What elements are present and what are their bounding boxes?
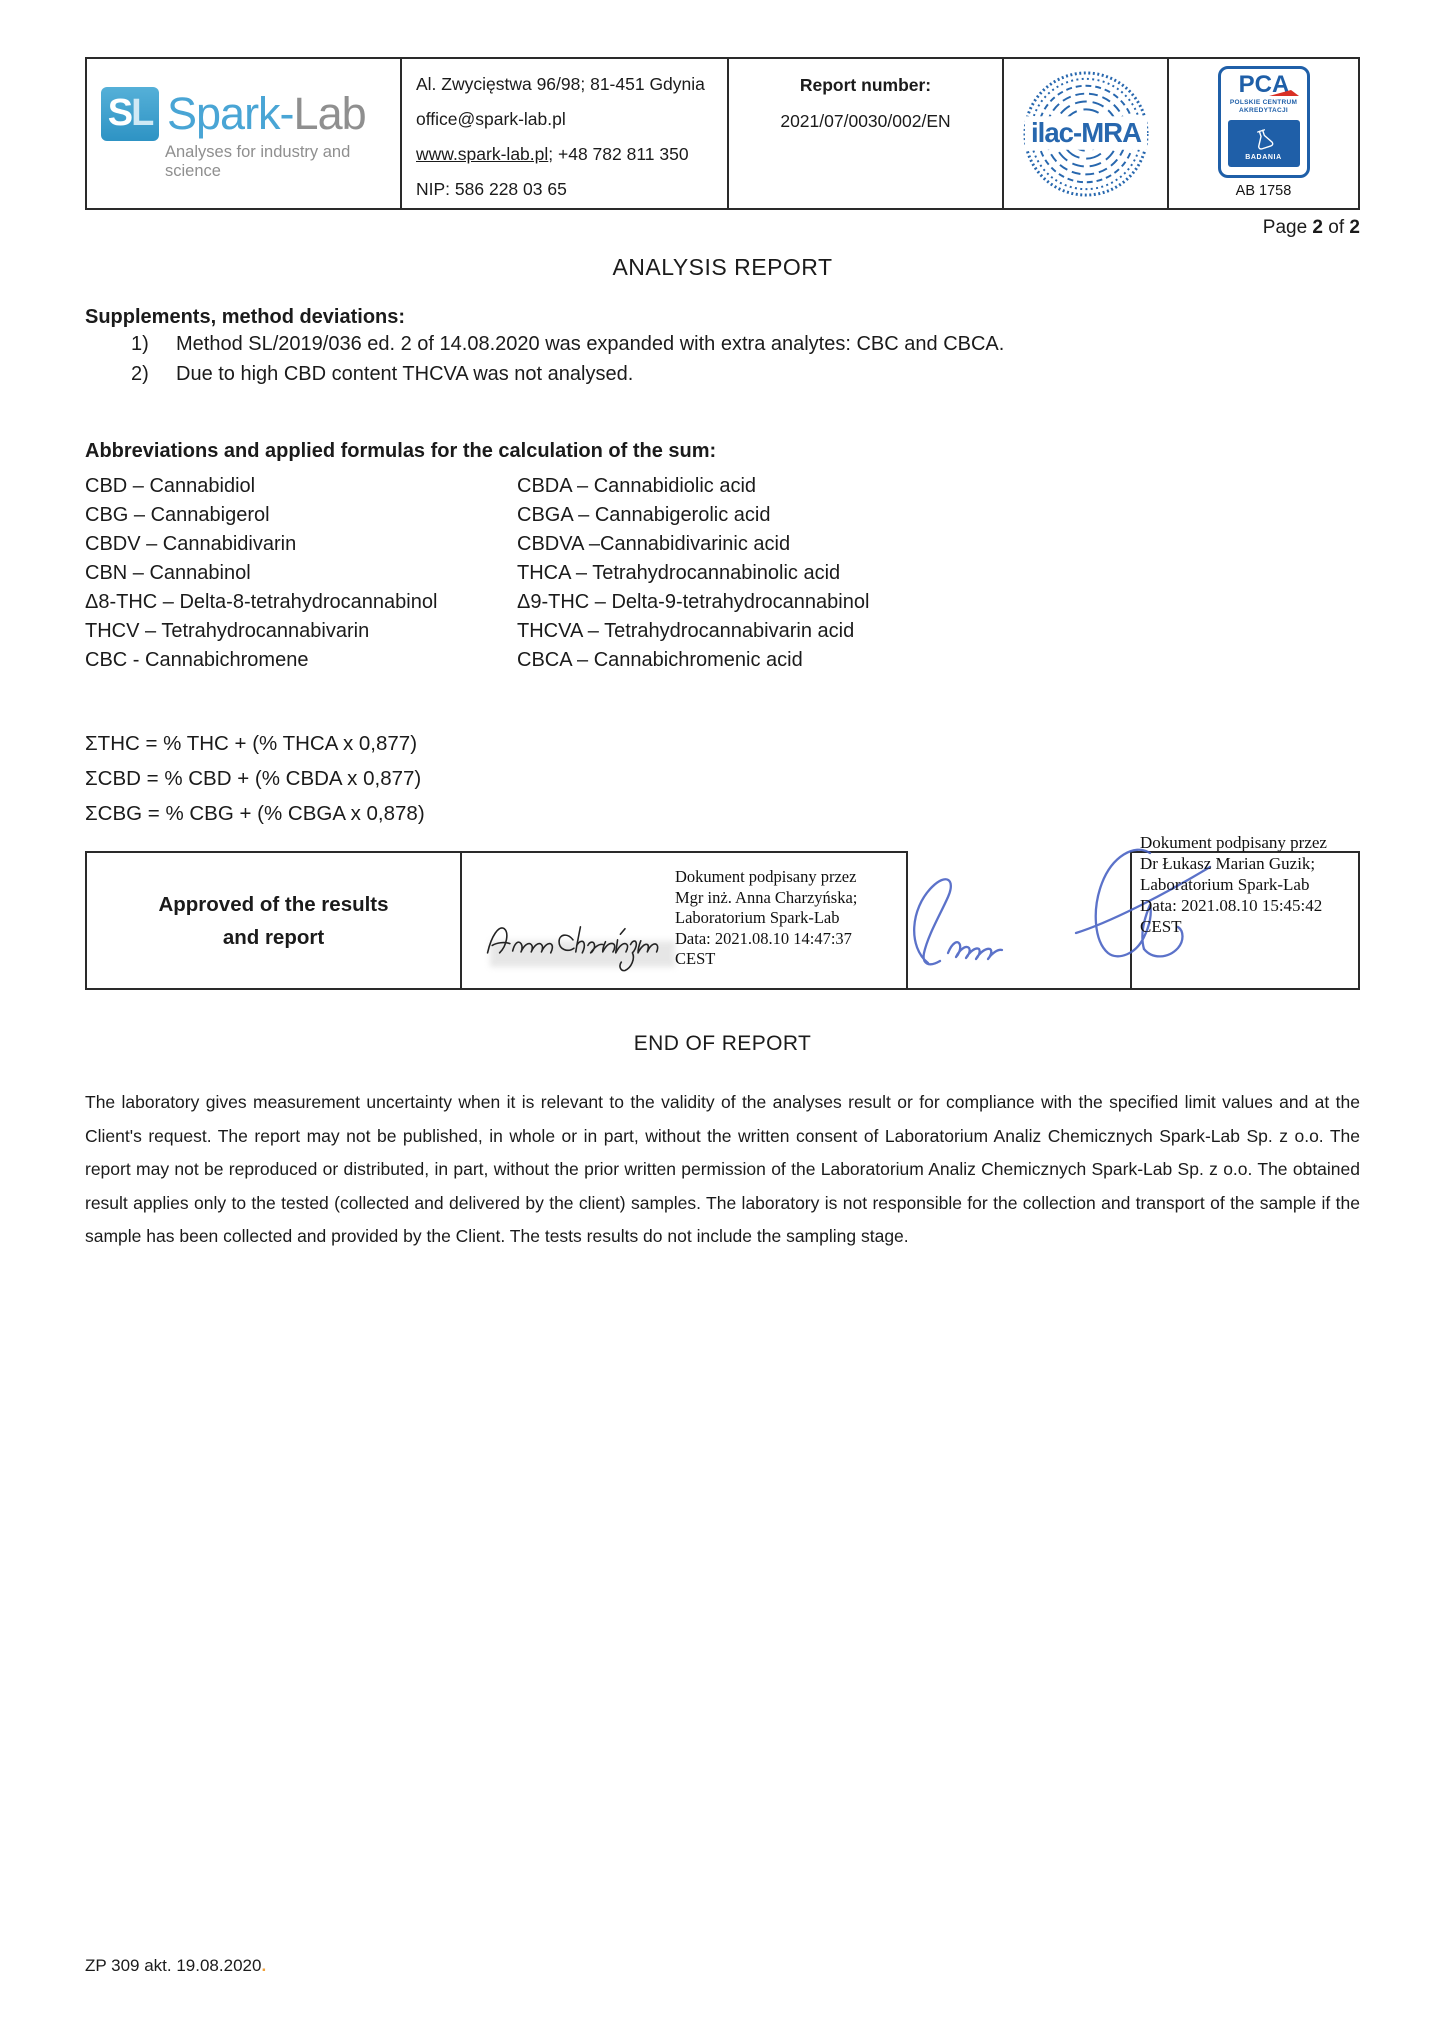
approval-stamp-cell-guzik bbox=[1130, 833, 1360, 990]
abbreviations-section bbox=[85, 440, 1360, 675]
pca-badania-text: BADANIA bbox=[1245, 153, 1282, 161]
company-logo bbox=[87, 59, 400, 208]
page-indicator: Page 2 of 2 bbox=[1262, 217, 1360, 238]
report-number-label: Report number: bbox=[799, 75, 932, 95]
abbreviation-item: THCA – Tetrahydrocannabinolic acid bbox=[517, 562, 841, 584]
ilac-mra-text: ilac-MRA bbox=[1030, 116, 1141, 148]
supplements-heading: Supplements, method deviations: bbox=[85, 306, 406, 328]
approval-signature-cell-anna bbox=[462, 851, 908, 990]
abbreviation-item: THCVA – Tetrahydrocannabivarin acid bbox=[517, 620, 855, 642]
abbreviation-item: CBC - Cannabichromene bbox=[85, 649, 309, 671]
document-footer bbox=[85, 1956, 1360, 1976]
abbreviations-right-column bbox=[517, 472, 1360, 675]
abbreviation-item: CBCA – Cannabichromenic acid bbox=[517, 649, 803, 671]
report-number-cell bbox=[727, 59, 1002, 208]
company-tagline: Analyses for industry and science bbox=[165, 142, 351, 180]
formula-cbd: ΣCBD = % CBD + (% CBDA x 0,877) bbox=[85, 767, 422, 790]
abbreviation-item: CBG – Cannabigerol bbox=[85, 504, 270, 526]
report-number-value: 2021/07/0030/002/EN bbox=[780, 111, 951, 131]
footer-reference: ZP 309 akt. 19.08.2020 bbox=[85, 1956, 262, 1975]
approval-label-cell: Approved of the results and report bbox=[85, 851, 462, 990]
page-title: ANALYSIS REPORT bbox=[612, 254, 833, 280]
supplement-item: 2) Due to high CBD content THCVA was not analysed. bbox=[131, 363, 634, 385]
formula-thc: ΣTHC = % THC + (% THCA x 0,877) bbox=[85, 732, 418, 755]
phone-text: ; +48 782 811 350 bbox=[548, 144, 689, 164]
pca-wordmark-icon bbox=[1225, 71, 1303, 99]
accreditation-cell bbox=[1002, 59, 1358, 208]
sum-formulas bbox=[85, 726, 1360, 831]
guzik-digital-stamp: Dokument podpisany przez Dr Łukasz Marian Guzik; Laboratorium Spark-Lab Data: 2021.08.10 15:45:42 CEST bbox=[1140, 833, 1327, 936]
flask-icon bbox=[1251, 127, 1277, 153]
anna-digital-stamp: Dokument podpisany przez Mgr inż. Anna Charzyńska; Laboratorium Spark-Lab Data: 2021.08.10 14:47:37 CEST bbox=[675, 867, 858, 968]
abbreviation-item: Δ8-THC – Delta-8-tetrahydrocannabinol bbox=[85, 591, 438, 613]
legal-disclaimer: The laboratory gives measurement uncertainty when it is relevant to the validity of the analyses result or for compliance with the specified limit values and at the Client's request. The report may not be published, in whole or in part, without the written consent of Laboratorium Analiz Chemicznych Spark-Lab Sp. z o.o. The report may not be reproduced or distributed, in part, without the prior written permission of the Laboratorium Analiz Chemicznych Spark-Lab Sp. z o.o. The obtained result applies only to the tested (collected and delivered by the client) samples. The laboratory is not responsible for the collection and transport of the sample if the sample has been collected and provided by the Client. The tests results do not include the sampling stage. bbox=[85, 1092, 1360, 1246]
page-current: 2 bbox=[1312, 217, 1323, 238]
ilac-mra-logo bbox=[1004, 59, 1167, 208]
anna-signature bbox=[482, 897, 677, 979]
pca-subtitle-1: POLSKIE CENTRUM bbox=[1229, 99, 1298, 106]
pca-accreditation-number: AB 1758 bbox=[1235, 183, 1292, 199]
company-name: Spark-Lab bbox=[167, 87, 366, 139]
abbreviations-heading: Abbreviations and applied formulas for the calculation of the sum: bbox=[85, 440, 717, 462]
email-line: office@spark-lab.pl bbox=[416, 109, 566, 129]
formula-cbg: ΣCBG = % CBG + (% CBGA x 0,878) bbox=[85, 802, 425, 825]
page-total: 2 bbox=[1349, 217, 1360, 238]
approval-signature-cell-guzik bbox=[908, 851, 1130, 990]
approval-table bbox=[85, 833, 1360, 990]
website-link[interactable]: www.spark-lab.pl bbox=[416, 144, 549, 164]
abbreviation-item: Δ9-THC – Delta-9-tetrahydrocannabinol bbox=[517, 591, 870, 613]
abbreviation-item: CBDA – Cannabidiolic acid bbox=[517, 475, 757, 497]
address-line: Al. Zwycięstwa 96/98; 81-451 Gdynia bbox=[416, 74, 705, 94]
pca-logo bbox=[1167, 59, 1358, 208]
supplement-item: 1) Method SL/2019/036 ed. 2 of 14.08.2020 was expanded with extra analytes: CBC and CBCA. bbox=[131, 333, 1005, 355]
abbreviations-left-column bbox=[85, 472, 517, 675]
footer-dot: . bbox=[261, 1956, 267, 1975]
abbreviation-item: THCV – Tetrahydrocannabivarin bbox=[85, 620, 370, 642]
nip-line: NIP: 586 228 03 65 bbox=[416, 179, 567, 199]
pca-subtitle-2: AKREDYTACJI bbox=[1238, 107, 1289, 114]
end-of-report: END OF REPORT bbox=[633, 1032, 812, 1055]
abbreviation-item: CBGA – Cannabigerolic acid bbox=[517, 504, 771, 526]
pca-text: PCA bbox=[1238, 71, 1289, 98]
pca-badania-box bbox=[1228, 120, 1300, 167]
ilac-mra-seal-icon bbox=[1022, 70, 1150, 198]
supplements-section bbox=[85, 306, 1360, 389]
company-contact bbox=[400, 59, 727, 208]
pca-badge bbox=[1218, 66, 1310, 178]
abbreviation-item: CBDV – Cannabidivarin bbox=[85, 533, 297, 555]
header-table bbox=[85, 57, 1360, 210]
abbreviation-item: CBN – Cannabinol bbox=[85, 562, 251, 584]
sl-logo-icon: S L bbox=[101, 87, 159, 141]
abbreviation-item: CBDVA –Cannabidivarinic acid bbox=[517, 533, 791, 555]
web-phone-line bbox=[416, 137, 727, 172]
abbreviation-item: CBD – Cannabidiol bbox=[85, 475, 256, 497]
